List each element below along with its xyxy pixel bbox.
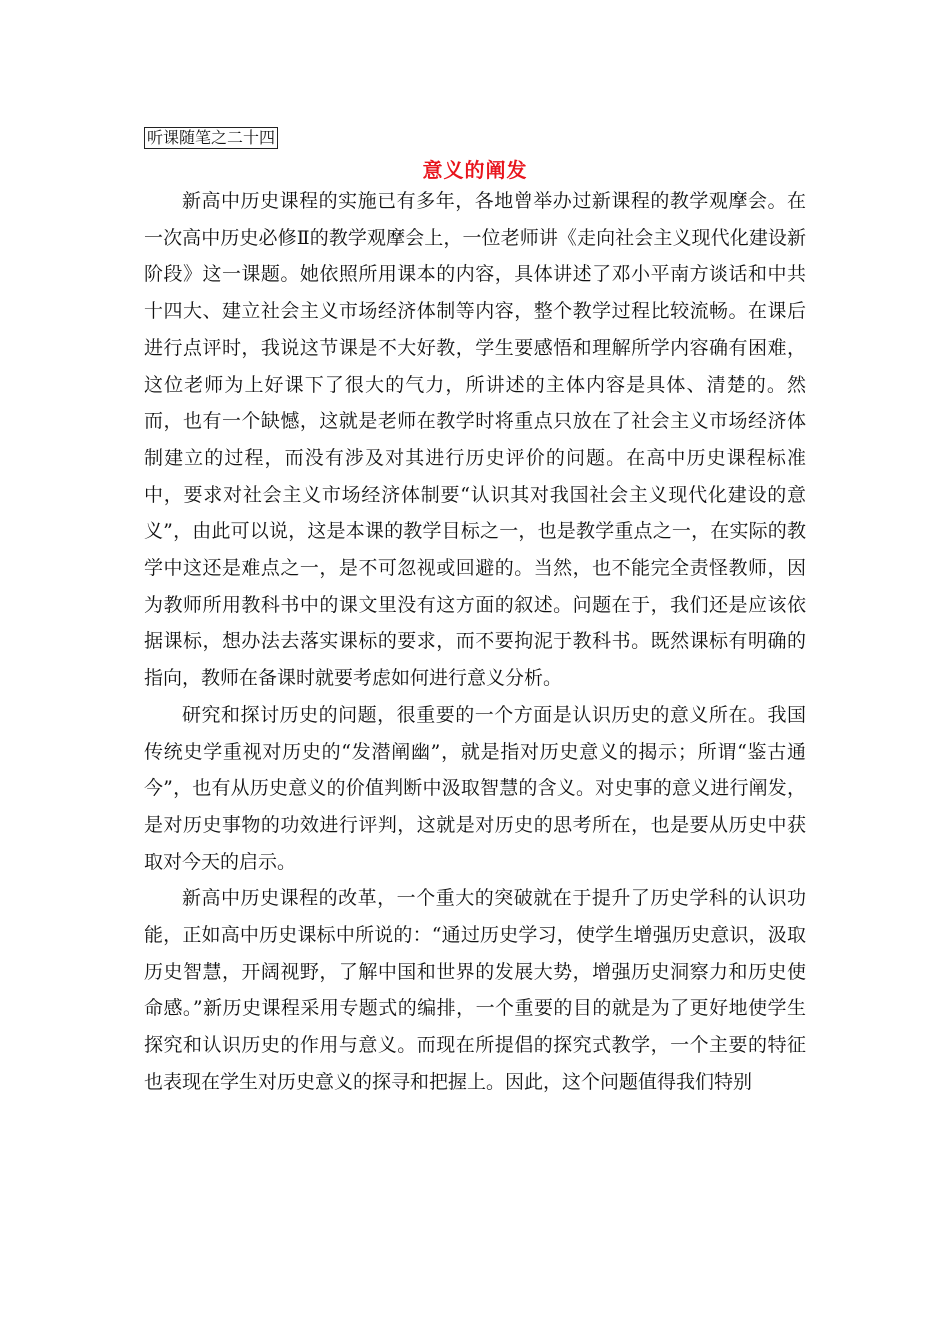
paragraph-1: 新高中历史课程的实施已有多年，各地曾举办过新课程的教学观摩会。在一次高中历史必修Ⅱ的教学观摩会上，一位老师讲《走向社会主义现代化建设新阶段》这一课题。她依照所用课本的内容，具体讲述了邓小平南方谈话和中共十四大、建立社会主义市场经济体制等内容，整个教学过程比较流畅。在课后进行点评时，我说这节课是不大好教，学生要感悟和理解所学内容确有困难，这位老师为上好课下了很大的气力，所讲述的主体内容是具体、清楚的。然而，也有一个缺憾，这就是老师在教学时将重点只放在了社会主义市场经济体制建立的过程，而没有涉及对其进行历史评价的问题。在高中历史课程标准中，要求对社会主义市场经济体制要“认识其对我国社会主义现代化建设的意义”，由此可以说，这是本课的教学目标之一，也是教学重点之一，在实际的教学中这还是难点之一，是不可忽视或回避的。当然，也不能完全责怪教师，因为教师所用教科书中的课文里没有这方面的叙述。问题在于，我们还是应该依据课标，想办法去落实课标的要求，而不要拘泥于教科书。既然课标有明确的指向，教师在备课时就要考虑如何进行意义分析。 [144,190,806,690]
document-body [144,183,806,1101]
series-tag: 听课随笔之二十四 [144,127,278,149]
document-title: 意义的阐发 [422,158,528,182]
paragraph-2: 研究和探讨历史的问题，很重要的一个方面是认识历史的意义所在。我国传统史学重视对历史的“发潜阐幽”，就是指对历史意义的揭示；所谓“鉴古通今”，也有从历史意义的价值判断中汲取智慧的含义。对史事的意义进行阐发，是对历史事物的功效进行评判，这就是对历史的思考所在，也是要从历史中获取对今天的启示。 [144,703,806,873]
paragraph-3: 新高中历史课程的改革，一个重大的突破就在于提升了历史学科的认识功能，正如高中历史课标中所说的：“通过历史学习，使学生增强历史意识，汲取历史智慧，开阔视野，了解中国和世界的发展大势，增强历史洞察力和历史使命感。”新历史课程采用专题式的编排，一个重要的目的就是为了更好地使学生探究和认识历史的作用与意义。而现在所提倡的探究式教学，一个主要的特征也表现在学生对历史意义的探寻和把握上。因此，这个问题值得我们特别 [144,887,806,1093]
